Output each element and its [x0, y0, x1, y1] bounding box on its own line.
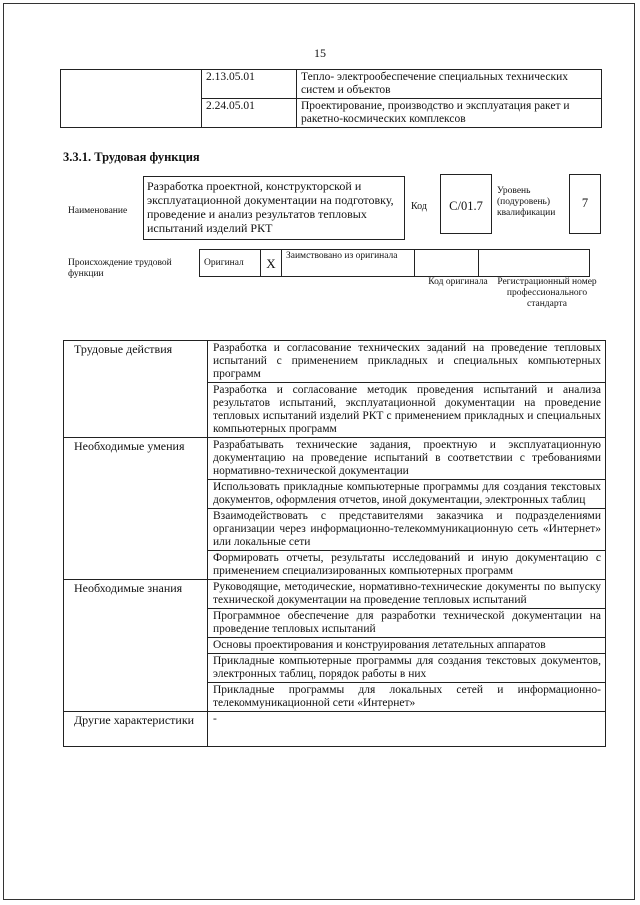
empty-cell [479, 250, 590, 277]
kod-value-box: C/01.7 [440, 174, 492, 234]
naimenovanie-label: Наименование [68, 206, 128, 216]
origin-label: Происхождение трудовой функции [68, 258, 172, 279]
table-cell: Прикладные компьютерные программы для создания текстовых документов, электронных таблиц, порядок работы в них [208, 654, 606, 683]
table-cell: Использовать прикладные компьютерные программы для создания текстовых документов, оформления отчетов, иной документации, электронных таблиц [208, 480, 606, 509]
row-header: Другие характеристики [64, 712, 208, 747]
table-cell: Разработка и согласование методик проведения испытаний и анализа результатов испытаний, эксплуатационной документации на проведение тепловых испытаний изделий РКТ с применением прикладных и специальных компьютерных программ [208, 383, 606, 438]
table-row [64, 341, 606, 383]
original-mark: X [261, 250, 282, 277]
labor-function-table [63, 340, 606, 747]
table-cell: Прикладные программы для локальных сетей и информационно-телекоммуникационной сети «Интернет» [208, 683, 606, 712]
specialty-name: Тепло- электрообеспечение специальных технических систем и объектов [297, 70, 602, 99]
empty-cell [61, 70, 202, 128]
table-row [61, 70, 602, 99]
original-label: Оригинал [200, 250, 261, 277]
table-row [200, 250, 590, 277]
table-cell: Взаимодействовать с представителями заказчика и подразделениями организации через информационно-телекоммуникационную сеть «Интернет» или локальные сети [208, 509, 606, 551]
specialty-code: 2.13.05.01 [202, 70, 297, 99]
table-cell: Основы проектирования и конструирования летательных аппаратов [208, 638, 606, 654]
table-cell: Формировать отчеты, результаты исследований и иную документацию с применением специализированных компьютерных программ [208, 551, 606, 580]
level-label: Уровень (подуровень) квалификации [497, 186, 556, 218]
borrowed-label: Заимствовано из оригинала [282, 250, 415, 277]
table-cell: - [208, 712, 606, 747]
table-cell: Руководящие, методические, нормативно-технические документы по выпуску технической документации на проведение тепловых испытаний [208, 580, 606, 609]
table-cell: Разрабатывать технические задания, проектную и эксплуатационную документацию на проведение испытаний в соответствии с требованиями нормативно-технической документации [208, 438, 606, 480]
page-number: 15 [314, 46, 326, 60]
specialty-name: Проектирование, производство и эксплуатация ракет и ракетно-космических комплексов [297, 99, 602, 128]
empty-cell [415, 250, 479, 277]
origin-table [199, 249, 590, 277]
row-header: Необходимые умения [64, 438, 208, 580]
table-row [64, 580, 606, 609]
kod-originala-caption: Код оригинала [428, 277, 488, 287]
row-header: Необходимые знания [64, 580, 208, 712]
row-header: Трудовые действия [64, 341, 208, 438]
table-cell: Разработка и согласование технических заданий на проведение тепловых испытаний с применением прикладных и специальных компьютерных программ [208, 341, 606, 383]
section-title: 3.3.1. Трудовая функция [63, 150, 200, 164]
level-value-box: 7 [569, 174, 601, 234]
specialties-table [60, 69, 602, 128]
reg-number-caption: Регистрационный номер профессионального стандарта [497, 277, 597, 309]
table-cell: Программное обеспечение для разработки технической документации на проведение тепловых испытаний [208, 609, 606, 638]
specialty-code: 2.24.05.01 [202, 99, 297, 128]
table-row [64, 712, 606, 747]
kod-label: Код [411, 201, 427, 212]
function-name-box: Разработка проектной, конструкторской и эксплуатационной документации на подготовку, проведение и анализ результатов тепловых испытаний изделий РКТ [143, 176, 405, 240]
table-row [64, 438, 606, 480]
